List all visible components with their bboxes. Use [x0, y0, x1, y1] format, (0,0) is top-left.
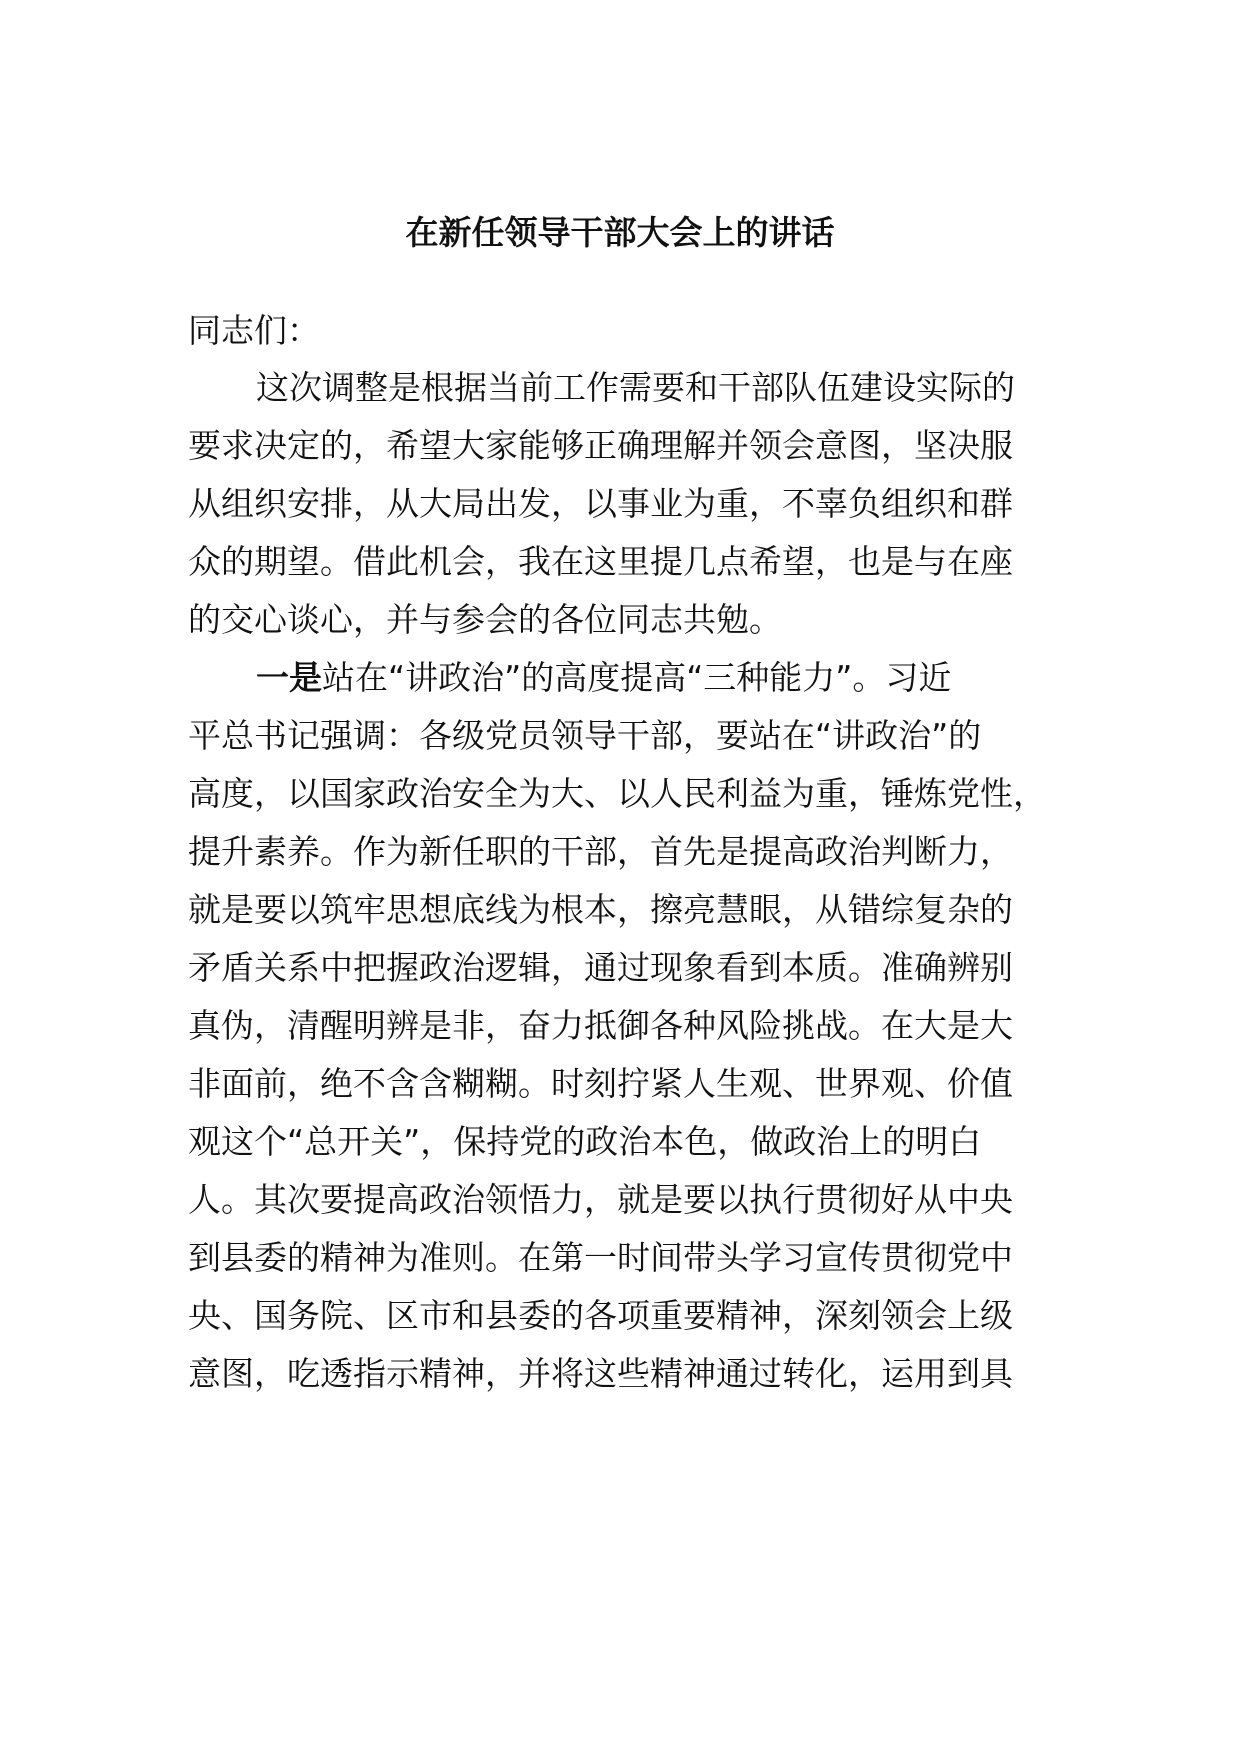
salutation: 同志们： [188, 311, 320, 350]
paragraph-1-line-3: 从组织安排，从大局出发，以事业为重，不辜负组织和群 [188, 484, 1013, 523]
paragraph-2-line-11: 到县委的精神为准则。在第一时间带头学习宣传贯彻党中 [188, 1238, 1013, 1277]
paragraph-2-line-8: 非面前，绝不含含糊糊。时刻拧紧人生观、世界观、价值 [188, 1064, 1013, 1103]
paragraph-2-lead: 一是 [256, 658, 322, 697]
paragraph-2-line-4: 提升素养。作为新任职的干部，首先是提高政治判断力， [188, 832, 1013, 871]
paragraph-2-line-3: 高度，以国家政治安全为大、以人民利益为重，锤炼党性， [188, 774, 1046, 813]
paragraph-1-line-4: 众的期望。借此机会，我在这里提几点希望，也是与在座 [188, 542, 1013, 581]
paragraph-1-line-1: 这次调整是根据当前工作需要和干部队伍建设实际的 [256, 368, 1015, 407]
paragraph-2-line-9: 观这个“总开关”，保持党的政治本色，做政治上的明白 [188, 1122, 982, 1161]
paragraph-2-line-7: 真伪，清醒明辨是非，奋力抵御各种风险挑战。在大是大 [188, 1006, 1013, 1045]
paragraph-2-line-12: 央、国务院、区市和县委的各项重要精神，深刻领会上级 [188, 1296, 1013, 1335]
paragraph-2-line-6: 矛盾关系中把握政治逻辑，通过现象看到本质。准确辨别 [188, 948, 1013, 987]
paragraph-2-first-line-text: 站在“讲政治”的高度提高“三种能力”。习近 [322, 658, 952, 697]
paragraph-1-line-2: 要求决定的，希望大家能够正确理解并领会意图，坚决服 [188, 426, 1013, 465]
paragraph-2-line-2: 平总书记强调：各级党员领导干部，要站在“讲政治”的 [188, 716, 982, 755]
paragraph-2-line-13: 意图，吃透指示精神，并将这些精神通过转化，运用到具 [188, 1354, 1013, 1393]
paragraph-1-line-5: 的交心谈心，并与参会的各位同志共勉。 [188, 600, 782, 639]
paragraph-2-line-1 [256, 650, 951, 706]
paragraph-2-line-10: 人。其次要提高政治领悟力，就是要以执行贯彻好从中央 [188, 1180, 1013, 1219]
document-title: 在新任领导干部大会上的讲话 [405, 213, 835, 252]
paragraph-2-line-5: 就是要以筑牢思想底线为根本，擦亮慧眼，从错综复杂的 [188, 890, 1013, 929]
